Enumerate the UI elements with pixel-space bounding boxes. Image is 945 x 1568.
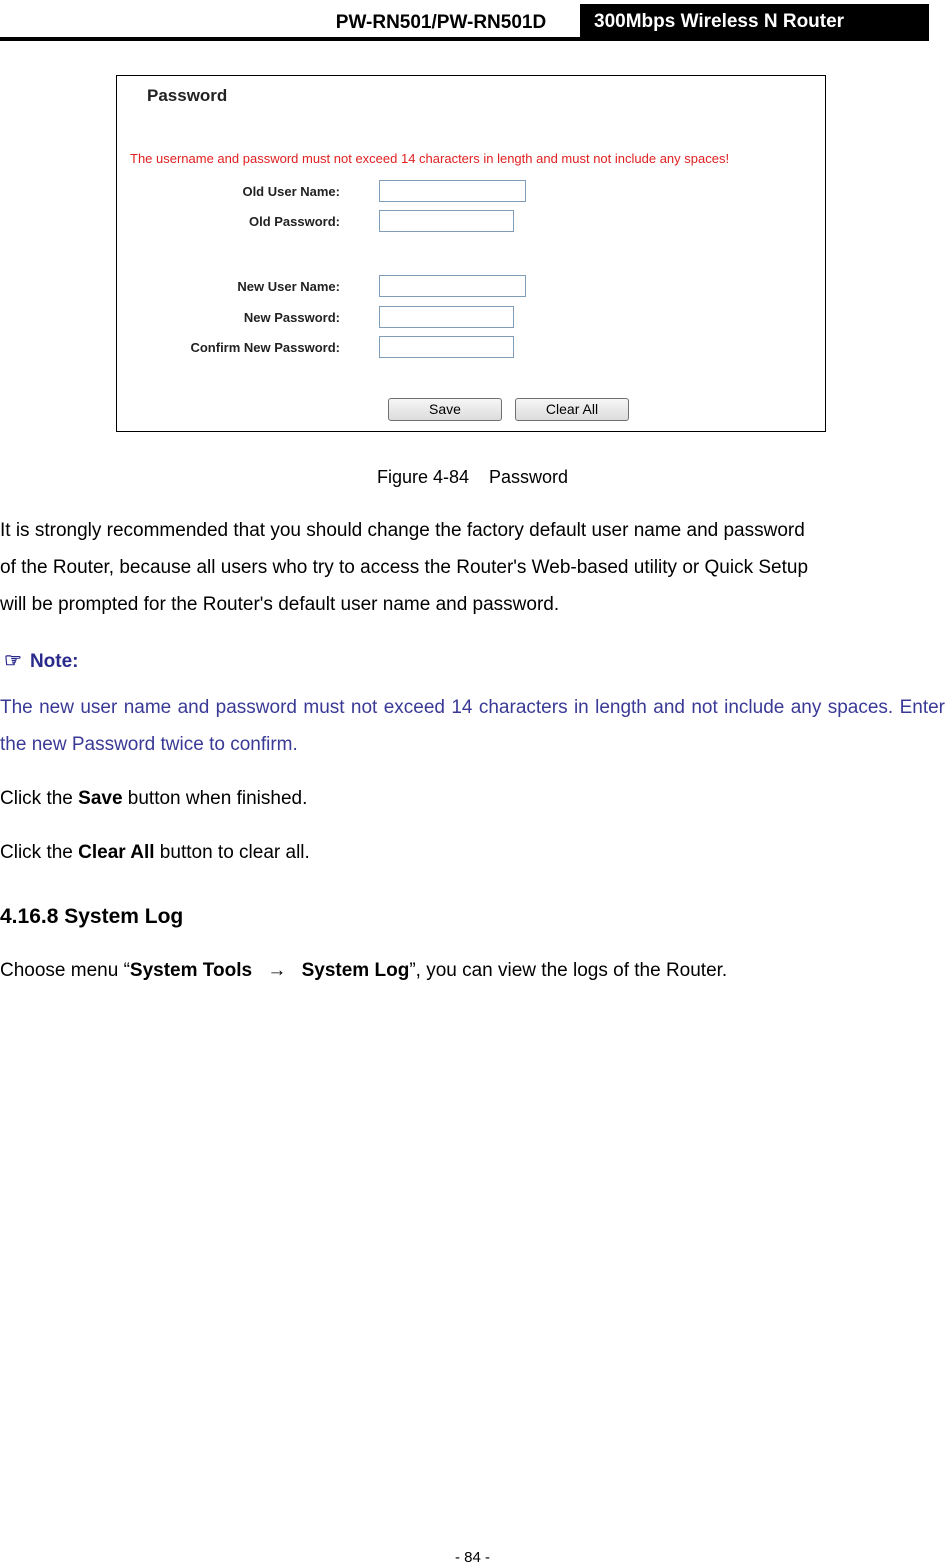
header-model: PW-RN501/PW-RN501D bbox=[335, 12, 547, 33]
pointing-hand-icon: ☞ bbox=[4, 650, 22, 672]
menu-instruction-prefix: Choose menu “ bbox=[0, 960, 130, 981]
right-arrow-icon: → bbox=[267, 960, 287, 981]
menu-instruction-suffix: ”, you can view the logs of the Router. bbox=[409, 960, 728, 981]
old-password-field[interactable] bbox=[379, 210, 514, 232]
password-figure bbox=[116, 75, 826, 432]
menu-instruction bbox=[0, 960, 727, 982]
section-number: 4.16.8 bbox=[0, 905, 59, 928]
intro-line-3: will be prompted for the Router's default user name and password. bbox=[0, 594, 560, 615]
clear-instruction bbox=[0, 842, 310, 864]
header-product-tag: 300Mbps Wireless N Router bbox=[580, 4, 929, 40]
intro-line-1: It is strongly recommended that you should change the factory default user name and password bbox=[0, 520, 805, 541]
new-password-field[interactable] bbox=[379, 306, 514, 328]
old-user-name-field[interactable] bbox=[379, 180, 526, 202]
new-password-label: New Password: bbox=[243, 310, 340, 325]
section-heading bbox=[0, 905, 183, 929]
note-label: Note: bbox=[29, 651, 79, 672]
new-user-name-label: New User Name: bbox=[237, 279, 340, 294]
clear-instruction-bold: Clear All bbox=[78, 842, 155, 863]
figure-title: Password bbox=[147, 86, 228, 105]
clear-instruction-prefix: Click the bbox=[0, 842, 79, 863]
confirm-new-password-field[interactable] bbox=[379, 336, 514, 358]
new-user-name-field[interactable] bbox=[379, 275, 526, 297]
save-instruction-prefix: Click the bbox=[0, 788, 79, 809]
save-button[interactable]: Save bbox=[388, 398, 502, 421]
menu-item-system-log: System Log bbox=[301, 960, 410, 981]
clear-instruction-suffix: button to clear all. bbox=[154, 842, 310, 863]
old-user-name-label: Old User Name: bbox=[242, 184, 340, 199]
menu-item-system-tools: System Tools bbox=[129, 960, 253, 981]
note-heading bbox=[4, 648, 79, 673]
save-instruction-suffix: button when finished. bbox=[122, 788, 308, 809]
old-password-label: Old Password: bbox=[248, 214, 340, 229]
save-instruction-bold: Save bbox=[78, 788, 123, 809]
header-rule bbox=[0, 37, 929, 41]
figure-warning: The username and password must not exceed 14 characters in length and must not include any spaces! bbox=[130, 151, 730, 166]
note-text: The new user name and password must not exceed 14 characters in length and not include any spaces. Enter the new Password twice to confirm. bbox=[0, 697, 945, 755]
confirm-new-password-label: Confirm New Password: bbox=[190, 340, 340, 355]
section-title: System Log bbox=[64, 905, 184, 928]
page-number: - 84 - bbox=[454, 1549, 490, 1566]
figure-caption: Figure 4-84 Password bbox=[376, 467, 569, 487]
save-instruction bbox=[0, 788, 307, 810]
clear-all-button[interactable]: Clear All bbox=[515, 398, 629, 421]
intro-line-2: of the Router, because all users who try to access the Router's Web-based utility or Quick Setup bbox=[0, 557, 809, 578]
